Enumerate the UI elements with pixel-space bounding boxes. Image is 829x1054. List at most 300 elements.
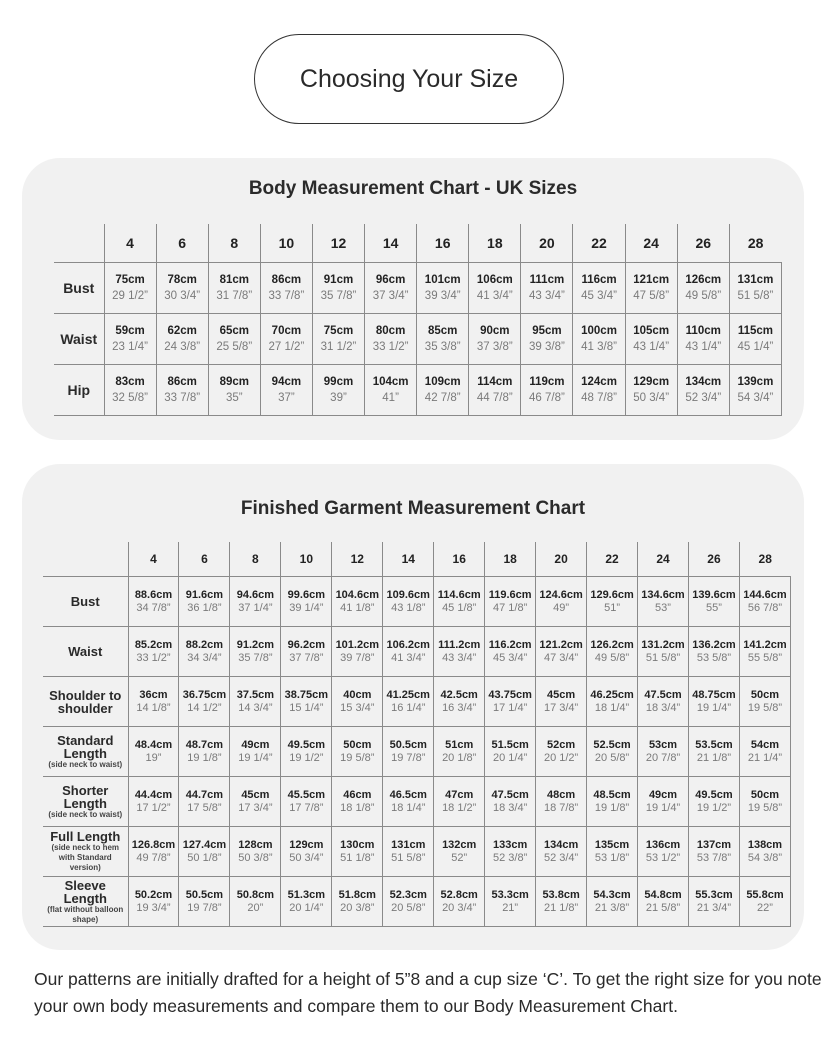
cm-value: 50cm xyxy=(750,688,780,701)
inch-value: 35 3/8” xyxy=(424,341,461,353)
measurement-cell xyxy=(281,777,332,827)
inch-value: 45 1/4” xyxy=(737,341,774,353)
measurement-cell xyxy=(230,677,281,727)
measurement-cell xyxy=(485,777,536,827)
cm-value: 83cm xyxy=(115,376,145,388)
cm-value: 50cm xyxy=(750,788,780,801)
cm-value: 54.8cm xyxy=(644,888,682,901)
cm-value: 134cm xyxy=(685,376,722,388)
corner-cell xyxy=(54,224,104,263)
cm-value: 45.5cm xyxy=(287,788,325,801)
cm-value: 75cm xyxy=(115,274,145,286)
row-label xyxy=(43,777,128,827)
measurement-cell xyxy=(729,314,781,365)
row-label xyxy=(54,365,104,416)
measurement-cell xyxy=(638,727,689,777)
cm-value: 49.5cm xyxy=(695,788,733,801)
inch-value: 21 5/8” xyxy=(645,901,681,914)
table-row xyxy=(43,627,791,677)
inch-value: 15 3/4” xyxy=(340,701,375,714)
size-header: 28 xyxy=(729,224,781,263)
measurement-cell xyxy=(383,877,434,927)
cm-value: 47cm xyxy=(445,788,474,801)
row-label xyxy=(43,877,128,927)
cm-value: 126.2cm xyxy=(590,638,634,651)
measurement-cell xyxy=(677,365,729,416)
measurement-cell xyxy=(521,314,573,365)
inch-value: 20” xyxy=(247,901,264,914)
cm-value: 52.8cm xyxy=(440,888,478,901)
cm-value: 133cm xyxy=(493,838,528,851)
measurement-cell xyxy=(587,627,638,677)
cm-value: 55.8cm xyxy=(746,888,784,901)
cm-value: 45cm xyxy=(241,788,270,801)
cm-value: 110cm xyxy=(685,325,721,337)
measurement-cell xyxy=(536,777,587,827)
cm-value: 131.2cm xyxy=(641,638,685,651)
inch-value: 35 7/8” xyxy=(238,651,273,664)
cm-value: 96.2cm xyxy=(287,638,325,651)
measurement-cell xyxy=(638,677,689,727)
size-header: 10 xyxy=(260,224,312,263)
measurement-cell xyxy=(104,263,156,314)
cm-value: 135cm xyxy=(594,838,630,851)
measurement-cell xyxy=(104,314,156,365)
measurement-cell xyxy=(156,263,208,314)
measurement-cell xyxy=(179,877,230,927)
cm-value: 101cm xyxy=(424,274,461,286)
inch-value: 27 1/2” xyxy=(268,341,305,353)
measurement-cell xyxy=(638,577,689,627)
size-header: 24 xyxy=(638,542,689,577)
inch-value: 20 7/8” xyxy=(645,751,681,764)
inch-value: 41 3/4” xyxy=(476,290,513,302)
row-sublabel: (side neck to waist) xyxy=(48,759,123,769)
measurement-cell xyxy=(230,627,281,677)
cm-value: 59cm xyxy=(115,325,145,337)
size-header: 16 xyxy=(417,224,469,263)
measurement-cell xyxy=(230,877,281,927)
row-label-text: Full Length xyxy=(50,829,121,844)
measurement-cell xyxy=(383,677,434,727)
inch-value: 39 3/8” xyxy=(529,341,565,353)
inch-value: 50 3/4” xyxy=(289,851,324,864)
footer-note: Our patterns are initially drafted for a height of 5”8 and a cup size ‘C’. To get the right size for you note your own body measurements and compare them to our Body Measurement Chart. xyxy=(34,969,822,1016)
table-row xyxy=(43,777,791,827)
measurement-cell xyxy=(688,677,739,727)
cm-value: 126.8cm xyxy=(131,838,176,851)
inch-value: 53 7/8” xyxy=(696,851,732,864)
inch-value: 43 3/4” xyxy=(442,651,477,664)
inch-value: 19 5/8” xyxy=(747,801,783,814)
cm-value: 127.4cm xyxy=(182,838,227,851)
inch-value: 41 1/8” xyxy=(340,601,375,614)
size-header: 26 xyxy=(688,542,739,577)
cm-value: 90cm xyxy=(480,325,510,337)
measurement-cell xyxy=(434,877,485,927)
inch-value: 49 5/8” xyxy=(685,290,722,302)
inch-value: 16 3/4” xyxy=(442,701,477,714)
inch-value: 33 7/8” xyxy=(164,392,201,404)
inch-value: 49 7/8” xyxy=(136,851,171,864)
measurement-cell xyxy=(208,365,260,416)
measurement-cell xyxy=(469,263,521,314)
cm-value: 139.6cm xyxy=(692,588,736,601)
measurement-cell xyxy=(260,263,312,314)
inch-value: 20 5/8” xyxy=(391,901,426,914)
measurement-cell xyxy=(469,314,521,365)
inch-value: 17 1/2” xyxy=(136,801,171,814)
inch-value: 39” xyxy=(330,392,347,404)
size-header: 26 xyxy=(677,224,729,263)
cm-value: 36cm xyxy=(139,688,168,701)
inch-value: 35 7/8” xyxy=(320,290,357,302)
inch-value: 47 5/8” xyxy=(633,290,670,302)
cm-value: 124.6cm xyxy=(539,588,583,601)
cm-value: 80cm xyxy=(375,325,406,337)
inch-value: 34 3/4” xyxy=(187,651,222,664)
measurement-cell xyxy=(208,314,260,365)
inch-value: 34 7/8” xyxy=(136,601,171,614)
size-header: 14 xyxy=(383,542,434,577)
measurement-cell xyxy=(179,677,230,727)
size-header: 6 xyxy=(156,224,208,263)
measurement-cell xyxy=(417,263,469,314)
cm-value: 53.3cm xyxy=(491,888,529,901)
cm-value: 50cm xyxy=(343,738,372,751)
measurement-cell xyxy=(729,263,781,314)
cm-value: 121.2cm xyxy=(539,638,583,651)
measurement-cell xyxy=(260,314,312,365)
measurement-cell xyxy=(536,877,587,927)
cm-value: 51.3cm xyxy=(287,888,325,901)
inch-value: 20 1/2” xyxy=(543,751,579,764)
inch-value: 23 1/4” xyxy=(112,341,148,353)
cm-value: 101.2cm xyxy=(335,638,379,651)
measurement-cell xyxy=(739,727,790,777)
cm-value: 70cm xyxy=(271,325,302,337)
measurement-cell xyxy=(739,777,790,827)
inch-value: 19 1/8” xyxy=(594,801,630,814)
cm-value: 65cm xyxy=(219,325,249,337)
inch-value: 51 5/8” xyxy=(737,290,774,302)
cm-value: 50.5cm xyxy=(185,888,224,901)
cm-value: 131cm xyxy=(391,838,426,851)
measurement-cell xyxy=(638,877,689,927)
measurement-cell xyxy=(625,314,677,365)
measurement-cell xyxy=(638,777,689,827)
measurement-cell xyxy=(383,727,434,777)
size-header: 22 xyxy=(587,542,638,577)
table-row xyxy=(43,727,791,777)
measurement-cell xyxy=(230,777,281,827)
measurement-cell xyxy=(587,727,638,777)
cm-value: 114cm xyxy=(477,376,513,388)
inch-value: 42 7/8” xyxy=(424,392,461,404)
cm-value: 53cm xyxy=(648,738,678,751)
measurement-cell xyxy=(573,263,625,314)
inch-value: 20 3/4” xyxy=(442,901,477,914)
measurement-cell xyxy=(536,827,587,877)
cm-value: 129cm xyxy=(289,838,324,851)
row-label-text: Sleeve Length xyxy=(63,877,107,906)
cm-value: 42.5cm xyxy=(440,688,478,701)
measurement-cell xyxy=(156,314,208,365)
inch-value: 19 7/8” xyxy=(391,751,426,764)
cm-value: 40cm xyxy=(343,688,372,701)
measurement-cell xyxy=(128,827,179,877)
inch-value: 49 5/8” xyxy=(594,651,630,664)
inch-value: 21 1/8” xyxy=(543,901,579,914)
cm-value: 85cm xyxy=(428,325,458,337)
measurement-cell xyxy=(485,627,536,677)
cm-value: 126cm xyxy=(685,274,722,286)
inch-value: 24 3/8” xyxy=(164,341,201,353)
inch-value: 20 1/4” xyxy=(493,751,528,764)
inch-value: 19 1/4” xyxy=(696,701,732,714)
inch-value: 19 1/2” xyxy=(289,751,324,764)
inch-value: 19 7/8” xyxy=(187,901,222,914)
cm-value: 51.5cm xyxy=(491,738,529,751)
size-header: 4 xyxy=(104,224,156,263)
inch-value: 17 1/4” xyxy=(493,701,528,714)
measurement-cell xyxy=(587,577,638,627)
measurement-cell xyxy=(332,627,383,677)
inch-value: 21” xyxy=(502,901,519,914)
cm-value: 52.5cm xyxy=(593,738,631,751)
measurement-cell xyxy=(128,777,179,827)
inch-value: 19 1/2” xyxy=(696,801,732,814)
size-header: 8 xyxy=(230,542,281,577)
cm-value: 111cm xyxy=(529,274,565,286)
inch-value: 50 3/8” xyxy=(238,851,273,864)
cm-value: 45cm xyxy=(547,688,576,701)
measurement-cell xyxy=(417,365,469,416)
inch-value: 31 1/2” xyxy=(320,341,357,353)
measurement-cell xyxy=(281,727,332,777)
inch-value: 18 1/2” xyxy=(442,801,477,814)
measurement-cell xyxy=(332,777,383,827)
measurement-cell xyxy=(332,577,383,627)
cm-value: 50.2cm xyxy=(134,888,173,901)
cm-value: 116.2cm xyxy=(488,638,532,651)
cm-value: 49cm xyxy=(648,788,678,801)
measurement-cell xyxy=(485,727,536,777)
cm-value: 111.2cm xyxy=(438,638,481,651)
inch-value: 51 5/8” xyxy=(391,851,426,864)
inch-value: 41 3/8” xyxy=(581,341,617,353)
measurement-cell xyxy=(332,677,383,727)
cm-value: 121cm xyxy=(633,274,670,286)
inch-value: 19 1/4” xyxy=(645,801,681,814)
cm-value: 46.25cm xyxy=(590,688,634,701)
measurement-cell xyxy=(417,314,469,365)
measurement-cell xyxy=(739,827,790,877)
cm-value: 86cm xyxy=(271,274,302,286)
inch-value: 15 1/4” xyxy=(289,701,324,714)
cm-value: 96cm xyxy=(375,274,406,286)
cm-value: 104cm xyxy=(372,376,409,388)
row-label-text: Shoulder to shoulder xyxy=(49,687,122,716)
measurement-cell xyxy=(434,577,485,627)
inch-value: 21 3/4” xyxy=(696,901,732,914)
measurement-cell xyxy=(638,627,689,677)
cm-value: 137cm xyxy=(696,838,732,851)
measurement-cell xyxy=(587,877,638,927)
inch-value: 17 3/4” xyxy=(543,701,579,714)
inch-value: 50 1/8” xyxy=(187,851,222,864)
row-label xyxy=(43,827,128,877)
size-header: 16 xyxy=(434,542,485,577)
row-label-text: Hip xyxy=(67,382,91,398)
inch-value: 20 1/4” xyxy=(289,901,324,914)
inch-value: 52 3/4” xyxy=(543,851,579,864)
measurement-cell xyxy=(332,877,383,927)
inch-value: 19 3/4” xyxy=(136,901,171,914)
measurement-cell xyxy=(729,365,781,416)
cm-value: 52cm xyxy=(547,738,576,751)
cm-value: 109cm xyxy=(424,376,461,388)
inch-value: 54 3/8” xyxy=(747,851,783,864)
cm-value: 51.8cm xyxy=(338,888,376,901)
inch-value: 45 3/4” xyxy=(581,290,617,302)
row-label xyxy=(54,314,104,365)
inch-value: 17 3/4” xyxy=(238,801,273,814)
measurement-cell xyxy=(128,677,179,727)
inch-value: 49” xyxy=(553,601,570,614)
cm-value: 55.3cm xyxy=(695,888,733,901)
table-row xyxy=(43,577,791,627)
row-sublabel: (flat without balloon shape) xyxy=(47,904,124,924)
measurement-cell xyxy=(179,777,230,827)
inch-value: 51 5/8” xyxy=(645,651,681,664)
cm-value: 136cm xyxy=(645,838,681,851)
size-header: 14 xyxy=(365,224,417,263)
row-label xyxy=(43,577,128,627)
inch-value: 45 1/8” xyxy=(442,601,477,614)
inch-value: 30 3/4” xyxy=(164,290,201,302)
body-measurement-table xyxy=(54,224,782,416)
cm-value: 51cm xyxy=(445,738,474,751)
inch-value: 17 7/8” xyxy=(289,801,324,814)
inch-value: 43 1/4” xyxy=(633,341,670,353)
cm-value: 129.6cm xyxy=(590,588,634,601)
measurement-cell xyxy=(179,827,230,877)
measurement-cell xyxy=(521,365,573,416)
measurement-cell xyxy=(739,577,790,627)
inch-value: 14 1/2” xyxy=(187,701,222,714)
measurement-cell xyxy=(688,777,739,827)
body-chart-title: Body Measurement Chart - UK Sizes xyxy=(248,178,578,199)
inch-value: 17 5/8” xyxy=(187,801,222,814)
inch-value: 37 7/8” xyxy=(289,651,324,664)
inch-value: 45 3/4” xyxy=(493,651,528,664)
measurement-cell xyxy=(688,577,739,627)
measurement-cell xyxy=(281,577,332,627)
measurement-cell xyxy=(128,627,179,677)
inch-value: 54 3/4” xyxy=(737,392,774,404)
inch-value: 39 7/8” xyxy=(340,651,375,664)
cm-value: 48.75cm xyxy=(692,688,736,701)
cm-value: 48cm xyxy=(547,788,576,801)
measurement-cell xyxy=(179,627,230,677)
measurement-cell xyxy=(281,877,332,927)
inch-value: 18 1/8” xyxy=(340,801,375,814)
measurement-cell xyxy=(625,263,677,314)
measurement-cell xyxy=(688,727,739,777)
measurement-cell xyxy=(179,577,230,627)
measurement-cell xyxy=(587,677,638,727)
measurement-cell xyxy=(128,577,179,627)
inch-value: 43 1/8” xyxy=(391,601,426,614)
inch-value: 39 1/4” xyxy=(289,601,324,614)
measurement-cell xyxy=(312,365,364,416)
cm-value: 130cm xyxy=(340,838,375,851)
measurement-cell xyxy=(383,577,434,627)
inch-value: 29 1/2” xyxy=(112,290,148,302)
measurement-cell xyxy=(383,827,434,877)
row-label-text: Bust xyxy=(63,280,95,296)
cm-value: 36.75cm xyxy=(182,688,227,701)
cm-value: 44.4cm xyxy=(134,788,173,801)
row-label-text: Bust xyxy=(70,594,100,609)
measurement-cell xyxy=(688,627,739,677)
table-row xyxy=(54,314,782,365)
measurement-cell xyxy=(587,827,638,877)
table-row xyxy=(43,677,791,727)
cm-value: 81cm xyxy=(219,274,249,286)
size-header: 28 xyxy=(739,542,790,577)
cm-value: 46cm xyxy=(343,788,372,801)
cm-value: 78cm xyxy=(167,274,197,286)
size-header: 10 xyxy=(281,542,332,577)
cm-value: 144.6cm xyxy=(743,588,787,601)
measurement-cell xyxy=(521,263,573,314)
cm-value: 54cm xyxy=(750,738,780,751)
cm-value: 141.2cm xyxy=(743,638,787,651)
measurement-cell xyxy=(625,365,677,416)
cm-value: 43.75cm xyxy=(488,688,532,701)
measurement-cell xyxy=(739,677,790,727)
measurement-cell xyxy=(281,677,332,727)
inch-value: 33 1/2” xyxy=(372,341,409,353)
measurement-cell xyxy=(536,677,587,727)
cm-value: 37.5cm xyxy=(236,688,275,701)
cm-value: 38.75cm xyxy=(284,688,329,701)
table-row xyxy=(43,877,791,927)
inch-value: 21 3/8” xyxy=(594,901,630,914)
cm-value: 106.2cm xyxy=(386,638,430,651)
cm-value: 100cm xyxy=(581,325,617,337)
inch-value: 43 3/4” xyxy=(529,290,565,302)
garment-measurement-table xyxy=(43,542,791,927)
cm-value: 89cm xyxy=(219,376,249,388)
cm-value: 94cm xyxy=(271,376,302,388)
measurement-cell xyxy=(434,627,485,677)
measurement-cell xyxy=(434,727,485,777)
measurement-cell xyxy=(573,365,625,416)
inch-value: 19 1/8” xyxy=(187,751,222,764)
table-row xyxy=(54,365,782,416)
cm-value: 94.6cm xyxy=(236,588,275,601)
measurement-cell xyxy=(573,314,625,365)
cm-value: 47.5cm xyxy=(644,688,682,701)
measurement-cell xyxy=(365,263,417,314)
inch-value: 48 7/8” xyxy=(581,392,617,404)
cm-value: 115cm xyxy=(737,325,773,337)
size-header: 22 xyxy=(573,224,625,263)
row-label xyxy=(54,263,104,314)
